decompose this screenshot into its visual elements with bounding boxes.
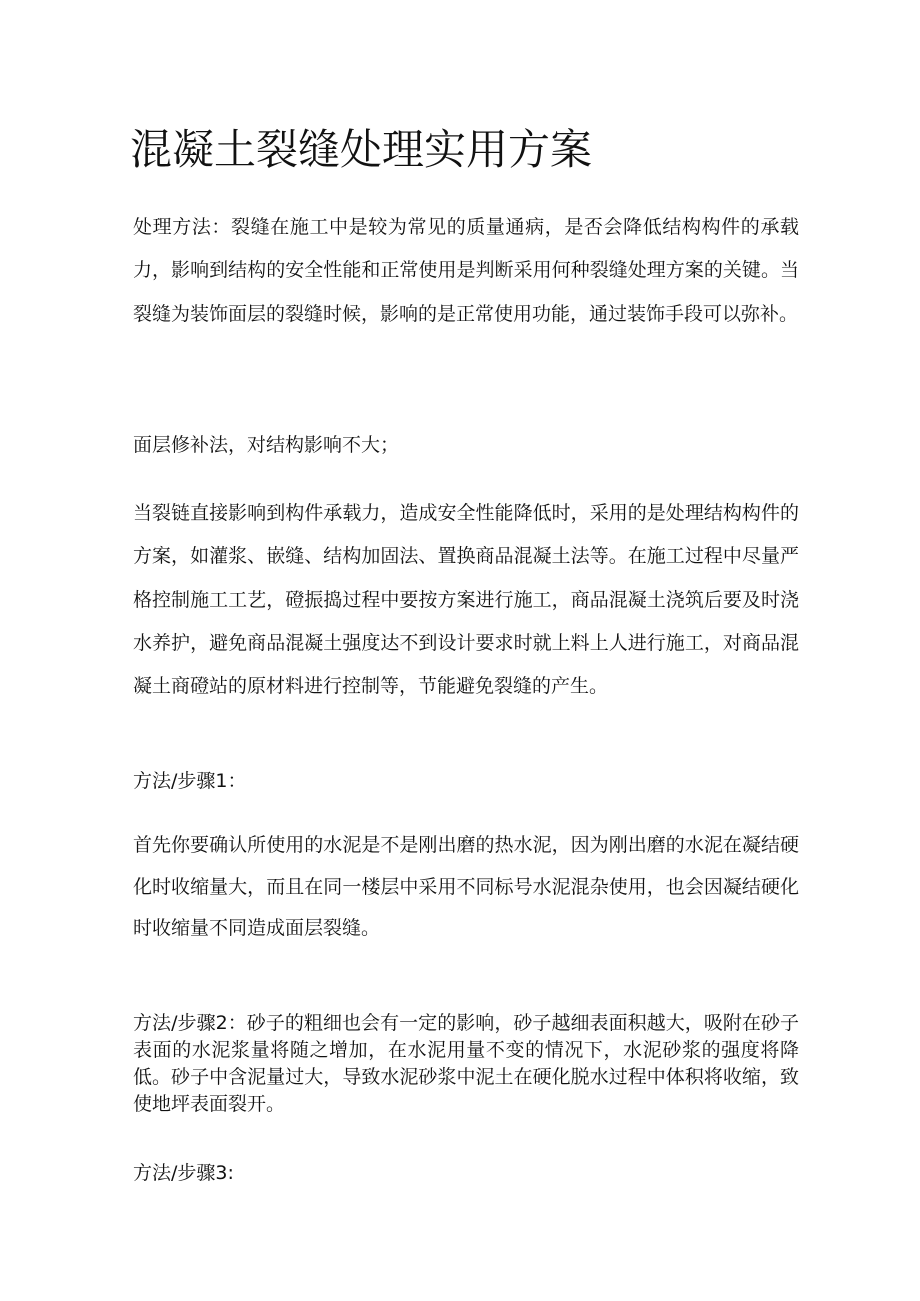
document-title: 混凝土裂缝处理实用方案 <box>130 125 593 174</box>
paragraph-structural-treatment: 当裂链直接影响到构件承载力，造成安全性能降低时，采用的是处理结构构件的方案，如灌浆、嵌缝、结构加固法、置换商品混凝土法等。在施工过程中尽量严格控制施工工艺，磴振捣过程中要按方案进行施工，商品混凝土浇筑后要及时浇水养护，避免商品混凝土强度达不到设计要求时就上料上人进行施工，对商品混凝土商磴站的原材料进行控制等，节能避免裂缝的产生。 <box>133 502 799 698</box>
paragraph-intro: 处理方法：裂缝在施工中是较为常见的质量通病，是否会降低结构构件的承载力，影响到结构的安全性能和正常使用是判断采用何种裂缝处理方案的关键。当裂缝为装饰面层的裂缝时候，影响的是正常使用功能，通过装饰手段可以弥补。 <box>133 216 799 325</box>
step-2-paragraph: 方法/步骤2：砂子的粗细也会有一定的影响，砂子越细表面积越大，吸附在砂子表面的水泥浆量将随之增加，在水泥用量不变的情况下，水泥砂浆的强度将降低。砂子中含泥量过大，导致水泥砂浆中泥土在硬化脱水过程中体积将收缩，致使地坪表面裂开。 <box>133 1012 799 1115</box>
paragraph-surface-repair: 面层修补法，对结构影响不大； <box>133 434 400 456</box>
step-1-heading: 方法/步骤1： <box>133 770 247 792</box>
step-1-body: 首先你要确认所使用的水泥是不是刚出磨的热水泥，因为刚出磨的水泥在凝结硬化时收缩量大，而且在同一楼层中采用不同标号水泥混杂使用，也会因凝结硬化时收缩量不同造成面层裂缝。 <box>133 834 799 939</box>
step-3-heading: 方法/步骤3: <box>133 1162 234 1184</box>
